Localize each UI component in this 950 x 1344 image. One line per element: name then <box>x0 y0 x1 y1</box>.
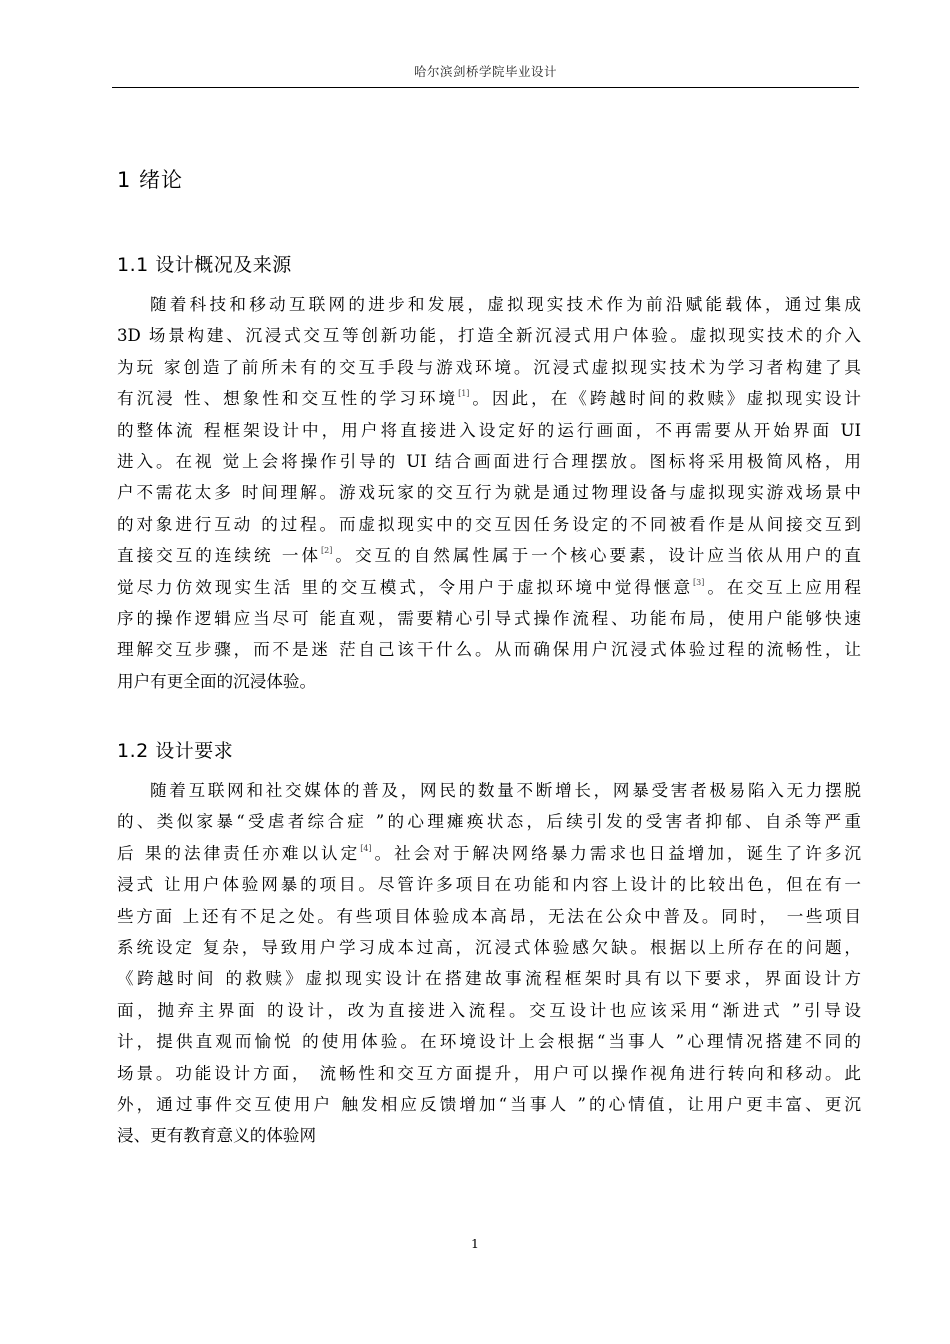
page-number: 1 <box>471 1236 479 1251</box>
text-line: 的对象进行互动 的过程。而虚拟现实中的交互因任务设定的不同被看作是从间接交互到 <box>117 514 861 534</box>
text-line: 的整体流 程框架设计中，用户将直接进入设定好的运行画面，不再需要从开始界面 UI <box>117 420 861 440</box>
text-segment: 。在交互上应用程 <box>704 577 861 597</box>
text-line: 计，提供直观而愉悦 的使用体验。在环境设计上会根据“当事人 ”心理情况搭建不同的 <box>117 1032 861 1052</box>
text-line: 面，抛弃主界面 的设计，改为直接进入流程。交互设计也应该采用“渐进式 ”引导设 <box>117 1000 861 1020</box>
text-line <box>117 540 861 571</box>
section-1-2-body <box>117 775 861 1152</box>
chapter-title: 1 绪论 <box>117 168 184 192</box>
citation-ref: [4] <box>360 843 372 853</box>
text-segment: 直接交互的连续统 一体 <box>117 546 322 566</box>
text-line <box>117 838 861 869</box>
text-line: 进入。在视 觉上会将操作引导的 UI 结合画面进行合理摆放。图标将采用极简风格，用 <box>117 451 861 471</box>
citation-ref: [2] <box>321 546 333 556</box>
running-header: 哈尔滨剑桥学院毕业设计 <box>413 64 557 79</box>
section-1-2-title: 1.2 设计要求 <box>117 740 234 762</box>
citation-ref: [3] <box>693 577 705 587</box>
text-segment: 觉尽力仿效现实生活 里的交互模式，令用户于虚拟环境中觉得惬意 <box>117 577 694 597</box>
text-line: 户不需花太多 时间理解。游戏玩家的交互行为就是通过物理设备与虚拟现实游戏场景中 <box>117 483 861 503</box>
text-line: 些方面 上还有不足之处。有些项目体验成本高昂，无法在公众中普及。同时， 一些项目 <box>117 906 861 926</box>
section-1-1-title: 1.1 设计概况及来源 <box>117 254 292 276</box>
header-divider <box>112 87 859 88</box>
text-line: 外，通过事件交互使用户 触发相应反馈增加“当事人 ”的心情值，让用户更丰富、更沉 <box>117 1094 861 1114</box>
section-1-1-body <box>117 289 861 697</box>
text-line: 随着互联网和社交媒体的普及，网民的数量不断增长，网暴受害者极易陷入无力摆脱 <box>150 781 861 800</box>
text-line: 场景。功能设计方面， 流畅性和交互方面提升，用户可以操作视角进行转向和移动。此 <box>117 1063 861 1083</box>
text-line: 系统设定 复杂，导致用户学习成本过高，沉浸式体验感欠缺。根据以上所存在的问题， <box>117 937 861 957</box>
text-line: 理解交互步骤，而不是迷 茫自己该干什么。从而确保用户沉浸式体验过程的流畅性，让 <box>117 640 861 660</box>
text-line: 为玩 家创造了前所未有的交互手段与游戏环境。沉浸式虚拟现实技术为学习者构建了具 <box>117 357 861 377</box>
text-segment: 后 果的法律责任亦难以认定 <box>117 843 361 863</box>
text-segment: 有沉浸 性、想象性和交互性的学习环境 <box>117 389 459 409</box>
text-line: 浸式 让用户体验网暴的项目。尽管许多项目在功能和内容上设计的比较出色，但在有一 <box>117 875 861 895</box>
text-line <box>117 572 861 603</box>
text-segment: 。交互的自然属性属于一个核心要素，设计应当依从用户的直 <box>332 546 861 566</box>
text-line <box>117 383 861 414</box>
text-line: 3D 场景构建、沉浸式交互等创新功能，打造全新沉浸式用户体验。虚拟现实技术的介入 <box>117 326 861 346</box>
text-line: 序的操作逻辑应当尽可 能直观，需要精心引导式操作流程、功能布局，使用户能够快速 <box>117 608 861 628</box>
text-line: 用户有更全面的沉浸体验。 <box>117 671 317 691</box>
text-segment: 。社会对于解决网络暴力需求也日益增加，诞生了许多沉 <box>371 843 861 863</box>
text-line: 浸、更有教育意义的体验网 <box>117 1126 317 1146</box>
citation-ref: [1] <box>458 389 470 399</box>
text-line: 随着科技和移动互联网的进步和发展，虚拟现实技术作为前沿赋能载体，通过集成 <box>150 295 861 314</box>
text-line: 的、类似家暴“受虐者综合症 ”的心理瘫痪状态，后续引发的受害者抑郁、自杀等严重 <box>117 812 861 832</box>
text-segment: 。因此，在《跨越时间的救赎》虚拟现实设计 <box>469 389 861 409</box>
text-line: 《跨越时间 的救赎》虚拟现实设计在搭建故事流程框架时具有以下要求，界面设计方 <box>117 969 861 989</box>
